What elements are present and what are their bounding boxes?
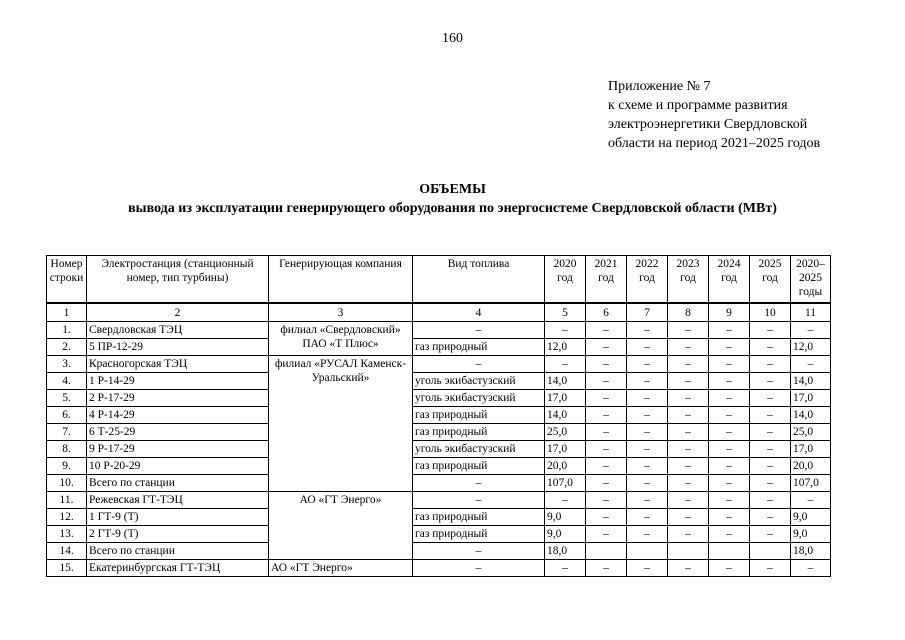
value-total: – [791,356,831,373]
value-2020: 14,0 [545,407,586,424]
table-row [47,509,831,526]
value-2024: – [709,458,750,475]
column-number: 6 [586,303,627,322]
value-2021: – [586,373,627,390]
column-number: 1 [47,303,87,322]
station-cell: Всего по станции [87,543,269,560]
title-line-1: ОБЪЕМЫ [419,182,486,197]
table-row [47,339,831,356]
row-number: 4. [47,373,87,390]
fuel-cell: газ природный [413,339,545,356]
table-row [47,560,831,577]
column-number: 2 [87,303,269,322]
value-total: – [791,492,831,509]
value-total: 9,0 [791,526,831,543]
fuel-cell: – [413,492,545,509]
value-2025 [750,543,791,560]
row-number: 14. [47,543,87,560]
column-number: 7 [627,303,668,322]
value-2024: – [709,356,750,373]
header-fuel: Вид топлива [413,256,545,304]
value-2020: 25,0 [545,424,586,441]
value-2025: – [750,526,791,543]
row-number: 10. [47,475,87,492]
value-2021: – [586,441,627,458]
value-2022: – [627,475,668,492]
column-number: 10 [750,303,791,322]
value-2020: – [545,492,586,509]
row-number: 7. [47,424,87,441]
value-2025: – [750,407,791,424]
value-2021: – [586,407,627,424]
value-2020: 107,0 [545,475,586,492]
value-total: 20,0 [791,458,831,475]
fuel-cell: газ природный [413,424,545,441]
value-2021: – [586,390,627,407]
value-total: 12,0 [791,339,831,356]
decommissioning-table [46,255,831,577]
column-number: 3 [269,303,413,322]
value-2024: – [709,407,750,424]
value-2021: – [586,475,627,492]
row-number: 3. [47,356,87,373]
page-number: 160 [442,31,463,46]
table-row [47,458,831,475]
station-cell: Всего по станции [87,475,269,492]
document-title [0,180,905,218]
value-2023: – [668,458,709,475]
appendix-line: электроэнергетики Свердловской [608,117,808,132]
station-cell: Режевская ГТ-ТЭЦ [87,492,269,509]
station-cell: 2 ГТ-9 (Т) [87,526,269,543]
value-2024: – [709,560,750,577]
row-number: 11. [47,492,87,509]
value-2022: – [627,356,668,373]
title-line-2: вывода из эксплуатации генерирующего оборудования по энергосистеме Свердловской области (МВт) [128,201,777,216]
value-2025: – [750,373,791,390]
value-2025: – [750,322,791,339]
value-2021: – [586,492,627,509]
table-row [47,441,831,458]
value-2021: – [586,356,627,373]
value-2021: – [586,458,627,475]
value-total: 14,0 [791,373,831,390]
station-cell: 10 Р-20-29 [87,458,269,475]
row-number: 12. [47,509,87,526]
value-2022: – [627,492,668,509]
value-2022: – [627,407,668,424]
value-total: – [791,560,831,577]
column-number: 5 [545,303,586,322]
value-2024: – [709,475,750,492]
table-row [47,492,831,509]
value-2022: – [627,526,668,543]
value-2024: – [709,526,750,543]
appendix-line: Приложение № 7 [608,79,711,94]
header-row-number: Номер строки [47,256,87,304]
column-number: 4 [413,303,545,322]
table-row [47,322,831,339]
company-cell: филиал «РУСАЛ Каменск-Уральский» [269,356,413,492]
value-2022: – [627,339,668,356]
value-2024 [709,543,750,560]
fuel-cell: газ природный [413,458,545,475]
header-station: Электростанция (станционный номер, тип турбины) [87,256,269,304]
value-total: – [791,322,831,339]
fuel-cell: – [413,322,545,339]
table-row [47,390,831,407]
value-2023: – [668,373,709,390]
fuel-cell: – [413,560,545,577]
column-number: 9 [709,303,750,322]
column-number: 11 [791,303,831,322]
value-2025: – [750,560,791,577]
value-2025: – [750,339,791,356]
value-2024: – [709,373,750,390]
table-row [47,475,831,492]
value-total: 18,0 [791,543,831,560]
value-2023: – [668,322,709,339]
value-2023: – [668,526,709,543]
row-number: 8. [47,441,87,458]
station-cell: 2 Р-17-29 [87,390,269,407]
value-2021: – [586,339,627,356]
value-2020: 9,0 [545,526,586,543]
station-cell: Екатеринбургская ГТ-ТЭЦ [87,560,269,577]
value-2021: – [586,424,627,441]
row-number: 15. [47,560,87,577]
value-2020: 17,0 [545,390,586,407]
value-total: 17,0 [791,390,831,407]
company-cell: филиал «Свердловский» ПАО «Т Плюс» [269,322,413,356]
value-2020: – [545,560,586,577]
value-2023: – [668,492,709,509]
value-2024: – [709,441,750,458]
company-cell: АО «ГТ Энерго» [269,492,413,560]
fuel-cell: – [413,356,545,373]
value-2022: – [627,458,668,475]
table-row [47,526,831,543]
header-row [47,256,831,304]
value-2023: – [668,424,709,441]
fuel-cell: – [413,543,545,560]
value-2024: – [709,322,750,339]
header-year-2022: 2022 год [627,256,668,304]
value-total: 9,0 [791,509,831,526]
fuel-cell: газ природный [413,509,545,526]
column-number-row [47,303,831,322]
value-2025: – [750,441,791,458]
value-2025: – [750,458,791,475]
value-2020: 17,0 [545,441,586,458]
row-number: 2. [47,339,87,356]
value-2021: – [586,526,627,543]
station-cell: 1 ГТ-9 (Т) [87,509,269,526]
value-2020: – [545,356,586,373]
value-2023: – [668,339,709,356]
table-row [47,424,831,441]
value-2023: – [668,475,709,492]
value-2025: – [750,424,791,441]
value-2022: – [627,373,668,390]
value-2020: 20,0 [545,458,586,475]
value-2021: – [586,509,627,526]
table-row [47,356,831,373]
value-2024: – [709,492,750,509]
value-2022: – [627,390,668,407]
value-2021 [586,543,627,560]
station-cell: 4 Р-14-29 [87,407,269,424]
value-2023 [668,543,709,560]
station-cell: 9 Р-17-29 [87,441,269,458]
value-2020: 14,0 [545,373,586,390]
station-cell: Свердловская ТЭЦ [87,322,269,339]
fuel-cell: уголь экибастузский [413,441,545,458]
appendix-line: к схеме и программе развития [608,98,788,113]
value-2024: – [709,424,750,441]
station-cell: 5 ПР-12-29 [87,339,269,356]
value-2025: – [750,475,791,492]
header-company: Генерирующая компания [269,256,413,304]
fuel-cell: газ природный [413,526,545,543]
fuel-cell: газ природный [413,407,545,424]
value-2020: 9,0 [545,509,586,526]
value-2023: – [668,390,709,407]
header-year-2025: 2025 год [750,256,791,304]
fuel-cell: – [413,475,545,492]
row-number: 6. [47,407,87,424]
row-number: 9. [47,458,87,475]
row-number: 13. [47,526,87,543]
value-2022: – [627,441,668,458]
header-year-2024: 2024 год [709,256,750,304]
value-2020: 12,0 [545,339,586,356]
value-total: 25,0 [791,424,831,441]
value-2022 [627,543,668,560]
value-2022: – [627,509,668,526]
value-total: 17,0 [791,441,831,458]
value-2024: – [709,509,750,526]
header-year-2023: 2023 год [668,256,709,304]
value-2024: – [709,339,750,356]
station-cell: 6 Т-25-29 [87,424,269,441]
value-2025: – [750,492,791,509]
value-2021: – [586,560,627,577]
value-2025: – [750,390,791,407]
value-2025: – [750,356,791,373]
header-year-2020: 2020 год [545,256,586,304]
value-2023: – [668,407,709,424]
appendix-note [608,77,888,153]
station-cell: 1 Р-14-29 [87,373,269,390]
value-2025: – [750,509,791,526]
fuel-cell: уголь экибастузский [413,373,545,390]
header-total: 2020–2025 годы [791,256,831,304]
table-row [47,373,831,390]
fuel-cell: уголь экибастузский [413,390,545,407]
value-total: 14,0 [791,407,831,424]
table-row [47,407,831,424]
table-row [47,543,831,560]
appendix-line: области на период 2021–2025 годов [608,136,821,151]
value-2022: – [627,560,668,577]
value-2020: 18,0 [545,543,586,560]
value-total: 107,0 [791,475,831,492]
header-year-2021: 2021 год [586,256,627,304]
row-number: 5. [47,390,87,407]
station-cell: Красногорская ТЭЦ [87,356,269,373]
value-2020: – [545,322,586,339]
value-2021: – [586,322,627,339]
company-cell: АО «ГТ Энерго» [269,560,413,577]
row-number: 1. [47,322,87,339]
column-number: 8 [668,303,709,322]
value-2022: – [627,424,668,441]
value-2023: – [668,356,709,373]
value-2023: – [668,441,709,458]
value-2022: – [627,322,668,339]
value-2024: – [709,390,750,407]
value-2023: – [668,509,709,526]
value-2023: – [668,560,709,577]
